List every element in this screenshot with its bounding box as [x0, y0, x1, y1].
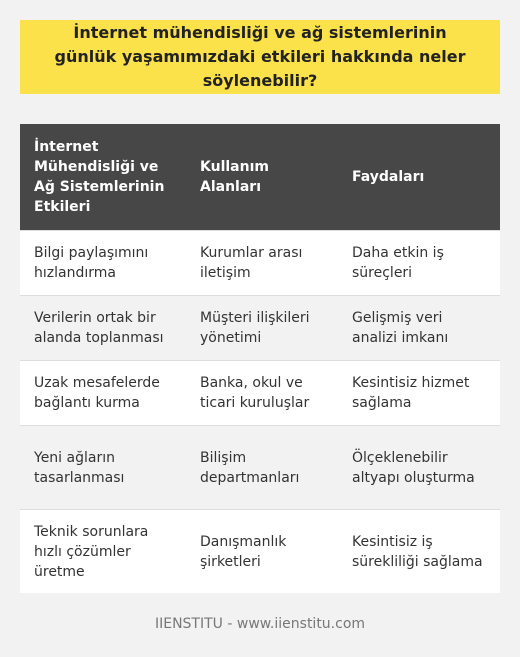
table-cell: Ölçeklenebilir altyapı oluşturma	[338, 426, 500, 510]
table-cell: Teknik sorunlara hızlı çözümler üretme	[20, 510, 186, 594]
table-cell: Banka, okul ve ticari kuruluşlar	[186, 361, 338, 426]
table-cell: Daha etkin iş süreçleri	[338, 231, 500, 296]
table-cell: Kurumlar arası iletişim	[186, 231, 338, 296]
column-header-usage-areas: Kullanım Alanları	[186, 124, 338, 231]
table-cell: Danışmanlık şirketleri	[186, 510, 338, 594]
table-row	[20, 231, 500, 296]
column-header-effects: İnternet Mühendisliği ve Ağ Sistemlerinin Etkileri	[20, 124, 186, 231]
table-cell: Gelişmiş veri analizi imkanı	[338, 296, 500, 361]
title-banner	[20, 20, 500, 94]
table-cell: Kesintisiz iş sürekliliği sağlama	[338, 510, 500, 594]
table-cell: Müşteri ilişkileri yönetimi	[186, 296, 338, 361]
table-cell: Bilişim departmanları	[186, 426, 338, 510]
table-header-row	[20, 124, 500, 231]
table-row	[20, 426, 500, 510]
comparison-table	[20, 124, 500, 593]
table-cell: Bilgi paylaşımını hızlandırma	[20, 231, 186, 296]
table-cell: Verilerin ortak bir alanda toplanması	[20, 296, 186, 361]
table-cell: Yeni ağların tasarlanması	[20, 426, 186, 510]
table-row	[20, 361, 500, 426]
column-header-benefits: Faydaları	[338, 124, 500, 231]
table-cell: Kesintisiz hizmet sağlama	[338, 361, 500, 426]
footer-credit: IIENSTITU - www.iienstitu.com	[154, 616, 366, 632]
page-title: İnternet mühendisliği ve ağ sistemlerinin günlük yaşamımızdaki etkileri hakkında neler söylenebilir?	[54, 23, 466, 90]
comparison-table-container	[20, 124, 500, 593]
table-cell: Uzak mesafelerde bağlantı kurma	[20, 361, 186, 426]
table-row	[20, 510, 500, 594]
table-row	[20, 296, 500, 361]
